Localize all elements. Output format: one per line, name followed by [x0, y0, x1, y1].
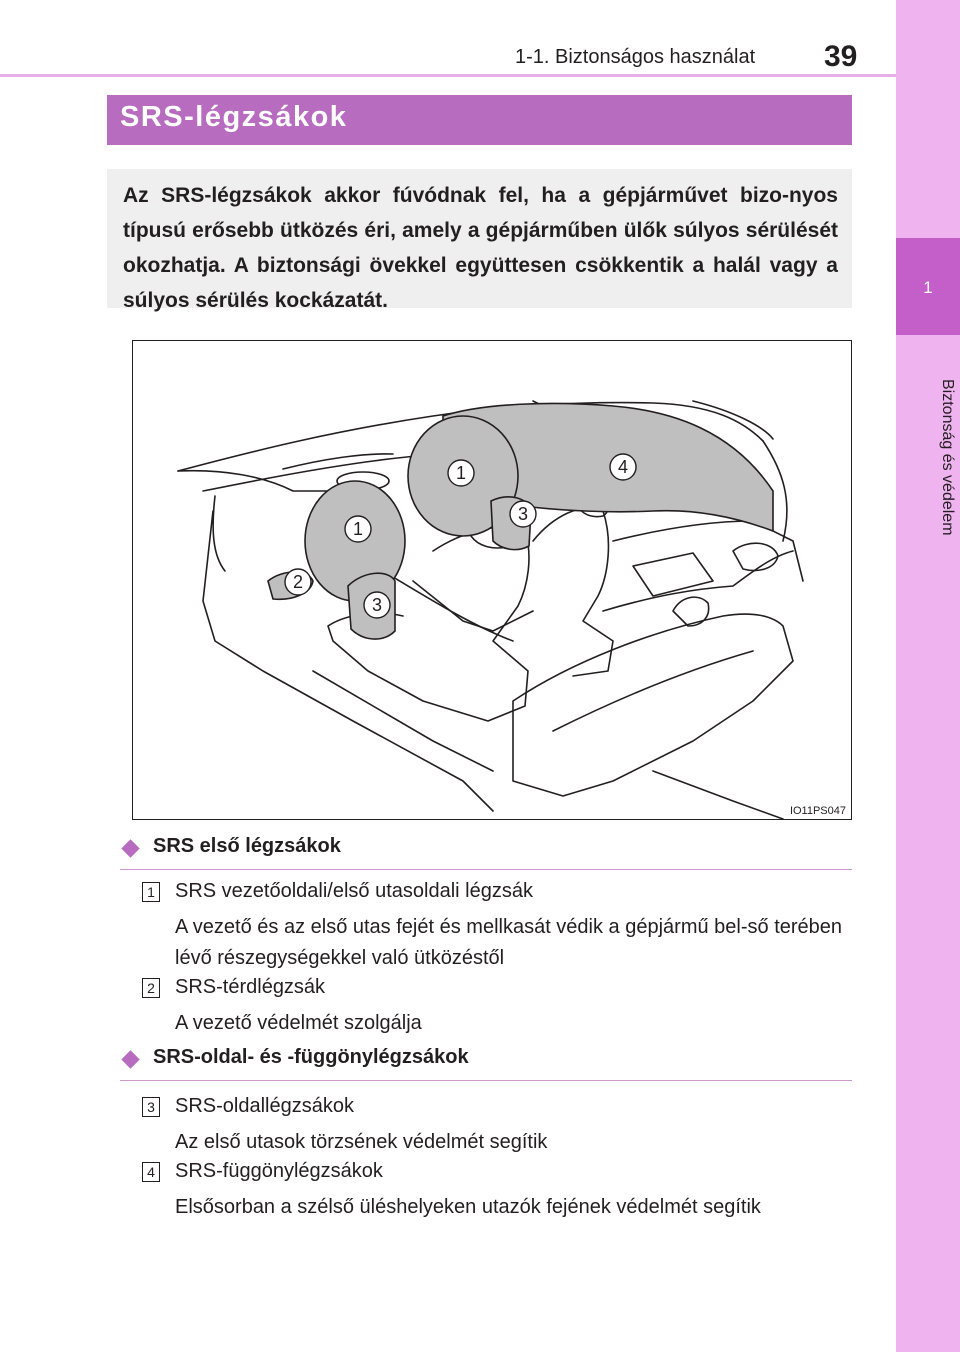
item-title: SRS vezetőoldali/első utasoldali légzsák — [175, 880, 533, 902]
callout-4-curtain — [610, 454, 636, 480]
intro-box — [107, 169, 852, 312]
page-title-bar — [107, 95, 852, 145]
svg-text:3: 3 — [371, 595, 383, 615]
section-heading-side-curtain-airbags — [120, 1046, 852, 1081]
chapter-label: Biztonság és védelem — [939, 378, 956, 536]
list-item — [142, 1095, 852, 1159]
section-heading-text: SRS első légzsákok — [153, 835, 341, 857]
item-description: A vezető és az első utas fejét és mellkasát védik a gépjármű bel-ső terében lévő részegységekkel való ütközéstől — [175, 916, 843, 969]
item-description: A vezető védelmét szolgálja — [175, 1012, 422, 1034]
svg-text:1: 1 — [455, 463, 467, 483]
item-title: SRS-oldallégzsákok — [175, 1095, 354, 1117]
section-heading-text: SRS-oldal- és -függönylégzsákok — [153, 1046, 469, 1068]
page-title: SRS-légzsákok — [120, 101, 348, 133]
chapter-side-bar — [896, 0, 960, 1352]
callout-3-driver-side — [364, 592, 390, 618]
header-divider — [0, 74, 896, 77]
item-description: Elsősorban a szélső üléshelyeken utazók fejének védelmét segítik — [175, 1196, 761, 1218]
airbag-illustration — [132, 340, 852, 820]
section-heading-front-airbags — [120, 835, 852, 870]
car-interior-drawing — [133, 341, 851, 819]
diamond-bullet-icon — [121, 1050, 139, 1068]
svg-text:3: 3 — [517, 504, 529, 524]
callout-3-passenger-side — [510, 501, 536, 527]
item-number-badge: 3 — [142, 1097, 160, 1117]
diamond-bullet-icon — [121, 839, 139, 857]
chapter-number: 1 — [923, 278, 933, 297]
running-header-section-title: 1-1. Biztonságos használat — [515, 46, 756, 68]
callout-1-driver — [345, 516, 371, 542]
item-number-badge: 2 — [142, 978, 160, 998]
item-title: SRS-függönylégzsákok — [175, 1160, 383, 1182]
item-description: Az első utasok törzsének védelmét segítik — [175, 1131, 548, 1153]
svg-text:1: 1 — [352, 519, 364, 539]
list-item — [142, 880, 852, 980]
list-item — [142, 1160, 852, 1224]
chapter-tab — [896, 238, 960, 335]
item-number-badge: 1 — [142, 882, 160, 902]
page-number: 39 — [824, 40, 858, 73]
item-number-badge: 4 — [142, 1162, 160, 1182]
callout-1-passenger — [448, 460, 474, 486]
svg-text:2: 2 — [292, 572, 304, 592]
intro-text: Az SRS-légzsákok akkor fúvódnak fel, ha a gépjárművet bizo-nyos típusú erősebb ütközés éri, amely a gépjárműben ülők súlyos sérülését okozhatja. A biztonsági övekkel együttesen csökkentik a halál vagy a súlyos sérülés kockázatát. — [123, 184, 838, 312]
figure-code: IO11PS047 — [789, 805, 846, 817]
svg-text:4: 4 — [617, 457, 629, 477]
item-title: SRS-térdlégzsák — [175, 976, 326, 998]
callout-2-knee — [285, 569, 311, 595]
list-item — [142, 976, 852, 1040]
